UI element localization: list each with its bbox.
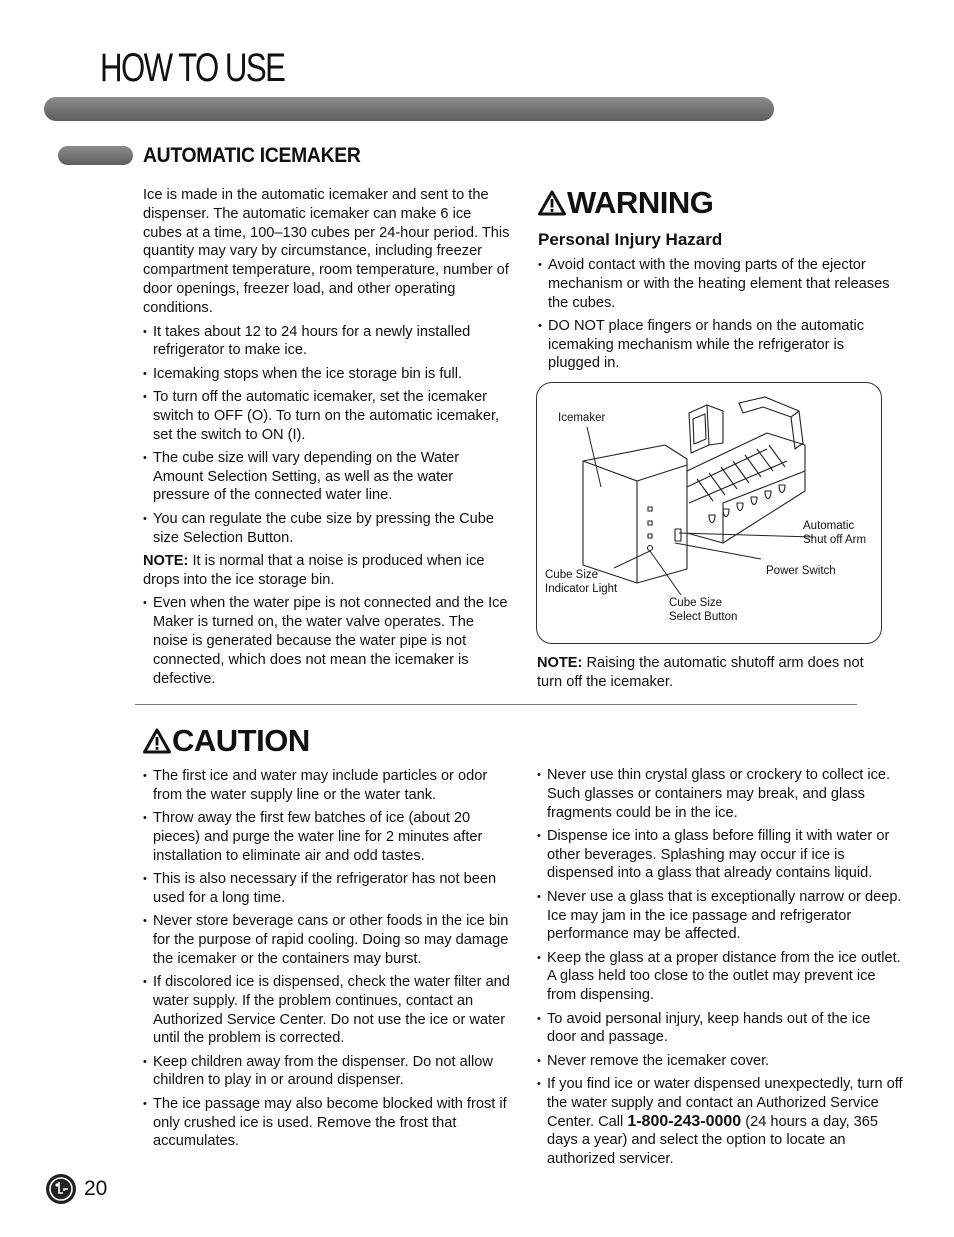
label-select-button: Cube Size Select Button [669, 597, 738, 623]
left-column [143, 186, 511, 693]
list-item: • Keep the glass at a proper distance from the ice outlet. A glass held too close to the outlet may prevent ice from dispensing. [537, 949, 903, 1005]
list-item: • Never use a glass that is exceptionally narrow or deep. Ice may jam in the ice passage and refrigerator performance may be affected. [537, 888, 903, 944]
list-item: • It takes about 12 to 24 hours for a newly installed refrigerator to make ice. [143, 323, 511, 361]
list-item: • Never remove the icemaker cover. [537, 1052, 903, 1071]
list-item: • DO NOT place fingers or hands on the automatic icemaking mechanism while the refrigerator is plugged in. [538, 317, 890, 373]
warning-body [538, 230, 890, 378]
label-icemaker: Icemaker [558, 412, 606, 424]
bullet-text: (24 hours a day, 365 days a year) and select the option to locate an authorized servicer. [547, 1113, 879, 1168]
label-power-switch: Power Switch [766, 565, 836, 577]
left-note [143, 552, 511, 590]
list-item: • Keep children away from the dispenser. Do not allow children to play in or around dispenser. [143, 1053, 515, 1091]
list-item: • Dispense ice into a glass before filling it with water or other beverages. Splashing may occur if ice is dispensed into a glass that already contains liquid. [537, 827, 903, 883]
list-item: • The ice passage may also become blocked with frost if only crushed ice is used. Remove the frost that accumulates. [143, 1095, 515, 1151]
divider [135, 704, 857, 705]
note-label: NOTE: [143, 552, 189, 569]
list-item: • The first ice and water may include particles or odor from the water supply line or the water tank. [143, 767, 515, 805]
caution-left-column [143, 767, 515, 1156]
caution-right-column [537, 766, 903, 1173]
caution-heading-text: CAUTION [172, 723, 310, 758]
note-text: Raising the automatic shutoff arm does not turn off the icemaker. [537, 655, 864, 690]
warning-heading [538, 186, 713, 220]
bullet-text: If you find ice or water dispensed unexpectedly, turn off the water supply and contact an Authorized Service Center. Call [547, 1075, 903, 1130]
list-item: • Never use thin crystal glass or crockery to collect ice. Such glasses or containers may break, and glass fragments could be in the ice. [537, 766, 903, 822]
right-note [537, 654, 883, 692]
list-item: • Icemaking stops when the ice storage bin is full. [143, 365, 511, 384]
page-footer [46, 1174, 107, 1204]
section-title: AUTOMATIC ICEMAKER [143, 144, 361, 167]
section-pill [58, 146, 133, 165]
left-bullet-list [143, 323, 511, 548]
intro-paragraph: Ice is made in the automatic icemaker and sent to the dispenser. The automatic icemaker can make 6 ice cubes at a time, 100–130 cubes per 24-hour period. This quantity may vary by circumstance, including freezer compartment temperature, room temperature, number of door openings, freezer load, and other operating conditions. [143, 187, 510, 316]
icemaker-diagram [536, 382, 882, 644]
list-item: • This is also necessary if the refrigerator has not been used for a long time. [143, 870, 515, 908]
warning-icon [538, 190, 566, 216]
page-title: HOW TO USE [100, 46, 285, 90]
list-item: • If discolored ice is dispensed, check the water filter and water supply. If the problem continues, contact an Authorized Service Center. Do not use the ice or water until the problem is corrected. [143, 973, 515, 1048]
list-item: • Even when the water pipe is not connected and the Ice Maker is turned on, the water valve operates. The noise is generated because the water pipe is not connected, which does not mean the icemaker is defective. [143, 594, 511, 688]
list-item: • You can regulate the cube size by pressing the Cube size Selection Button. [143, 510, 511, 548]
note-text: It is normal that a noise is produced when ice drops into the ice storage bin. [143, 552, 485, 588]
label-indicator-light: Cube Size Indicator Light [545, 569, 618, 595]
list-item: • Never store beverage cans or other foods in the ice bin for the purpose of rapid cooling. Doing so may damage the icemaker or the containers may burst. [143, 912, 515, 968]
warning-heading-text: WARNING [567, 185, 714, 220]
warning-icon [143, 728, 171, 754]
list-item [537, 1075, 903, 1169]
warning-subheading: Personal Injury Hazard [538, 230, 723, 249]
service-phone-number: 1-800-243-0000 [627, 1112, 742, 1130]
lg-logo-icon [46, 1174, 76, 1204]
list-item: • To turn off the automatic icemaker, set the icemaker switch to OFF (O). To turn on the automatic icemaker, set the switch to ON (I). [143, 388, 511, 444]
list-item: • Throw away the first few batches of ice (about 20 pieces) and purge the water line for 2 minutes after installation to eliminate air and odd tastes. [143, 809, 515, 865]
list-item: • Avoid contact with the moving parts of the ejector mechanism or with the heating element that releases the cubes. [538, 256, 890, 312]
caution-heading [143, 724, 310, 758]
list-item: • To avoid personal injury, keep hands out of the ice door and passage. [537, 1010, 903, 1048]
list-item: • The cube size will vary depending on the Water Amount Selection Setting, as well as the water pressure of the connected water line. [143, 449, 511, 505]
label-shutoff-arm: Automatic Shut off Arm [803, 520, 867, 546]
page-number: 20 [84, 1177, 108, 1200]
title-bar [44, 97, 774, 121]
note-label: NOTE: [537, 655, 583, 671]
